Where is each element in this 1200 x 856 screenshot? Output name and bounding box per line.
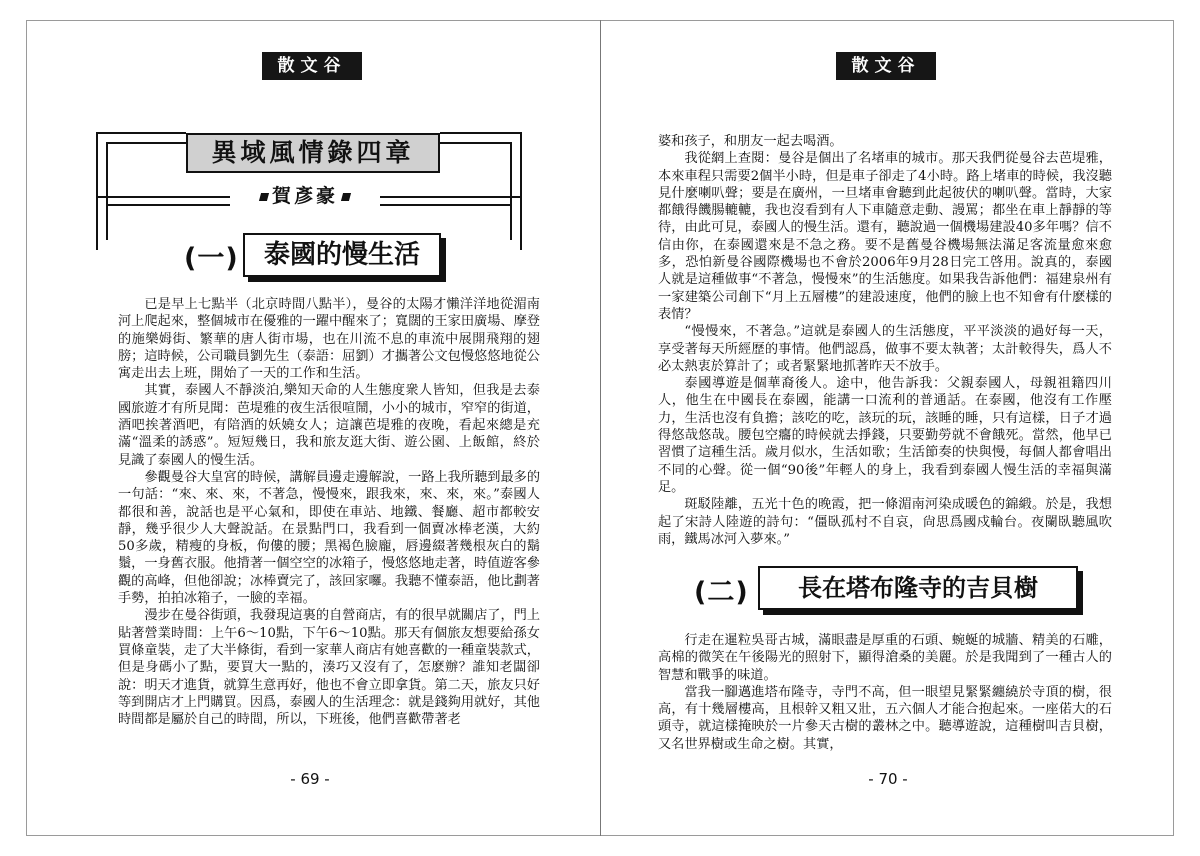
left-page-number: - 69 - xyxy=(290,770,330,788)
section2-number: (二) xyxy=(694,577,749,608)
left-body-text xyxy=(118,296,540,728)
title-frame-top-outer xyxy=(96,132,186,134)
left-section-tag: 散文谷 xyxy=(262,52,362,80)
right-body-text-top xyxy=(658,133,1112,548)
paragraph: “慢慢來，不著急。”這就是泰國人的生活態度，平平淡淡的過好每一天，享受著每天所經歷的事情。他們認爲，做事不要太執著；太計較得失，爲人不必太熱衷於算計了；或者緊緊地抓著昨天不放手。 xyxy=(658,324,1112,374)
paragraph: 當我一腳邁進塔布隆寺，寺門不高，但一眼望見緊緊纏繞於寺頂的樹，很高，有十幾層樓高，且根幹又粗又壯，五六個人才能合抱起來。一座偌大的石頭寺，就這樣掩映於一片參天古樹的叢林之中。聽導遊說，這種樹叫吉貝樹，又名世界樹或生命之樹。其實， xyxy=(658,684,1112,752)
paragraph: 婆和孩子，和朋友一起去喝酒。 xyxy=(658,134,843,149)
article-title: 異域風情錄四章 xyxy=(186,133,440,173)
title-frame-right-inner xyxy=(510,142,512,240)
paragraph: 漫步在曼谷街頭，我發現這裏的自營商店，有的很早就關店了，門上貼著營業時間：上午6～10點，下午6～10點。那天有個旅友想要給孫女買條童裝，走了大半條街，看到一家華人商店有她喜歡的一種童裝款式，但是身碼小了點，要買大一點的，湊巧又沒有了，怎麽辦？誰知老闆卻說：明天才進貨，就算生意再好，他也不會立即拿貨。第二天，旅友只好等到開店才上門購買。因爲，泰國人的生活理念：就是錢夠用就好，其他時間都是屬於自己的時間，所以，下班後，他們喜歡帶著老 xyxy=(118,608,541,728)
paragraph: 泰國導遊是個華裔後人。途中，他告訴我：父親泰國人，母親祖籍四川人，他生在中國長在泰國，能講一口流利的普通話。在泰國，他沒有工作壓力，生活也沒有負擔；該吃的吃，該玩的玩，該睡的睡，只有這樣，日子才過得悠哉悠哉。腰包空癟的時候就去掙錢，只要勤勞就不會餓死。當然，他早已習慣了這種生活。歲月似水，生活如歌；生活節奏的快與慢，每個人都會唱出不同的心聲。從一個“90後”年輕人的身上，我看到泰國人慢生活的幸福與滿足。 xyxy=(658,376,1112,495)
paragraph: 其實，泰國人不靜淡泊,樂知天命的人生態度衆人皆知，但我是去泰國旅遊才有所見聞：芭堤雅的夜生活很喧鬧，小小的城市，窄窄的街道，酒吧挨著酒吧，有陪酒的妖嬈女人；這讓芭堤雅的夜晚，看起來總是充滿“溫柔的誘惑”。短短幾日，我和旅友逛大街、遊公園、上飯館，終於見識了泰國人的慢生活。 xyxy=(118,383,540,468)
author-bullet-right xyxy=(341,193,351,201)
paragraph: 參觀曼谷大皇宮的時候，講解員邊走邊解說，一路上我所聽到最多的一句話：“來、來、來，不著急，慢慢來，跟我來，來、來，來。”泰國人都很和善，說話也是平心氣和，即使在車站、地鐵、餐廳、超市都較安靜，幾乎很少人大聲說話。在景點門口，我看到一個賣冰棒老漢，大約50多歲，精瘦的身板，佝僂的腰；黑褐色臉龐，唇邊綴著幾根灰白的鬍鬚，一身舊衣服。他揹著一個空空的冰箱子，慢悠悠地走著，時值遊客參觀的高峰，但他卻說；冰棒賣完了，該回家囉。我聽不懂泰語，他比劃著手勢，拍拍冰箱子，一臉的幸福。 xyxy=(118,469,541,607)
title-frame-top-right-outer xyxy=(440,132,522,134)
title-frame-left-outer xyxy=(96,132,98,250)
title-frame-top-right-inner xyxy=(440,142,512,144)
title-frame-right-outer xyxy=(520,132,522,250)
book-gutter xyxy=(600,20,601,836)
right-body-text-bottom xyxy=(658,632,1112,753)
section2-title: 長在塔布隆寺的吉貝樹 xyxy=(758,566,1078,610)
title-frame-left-inner xyxy=(106,142,108,240)
author-line xyxy=(230,180,380,212)
right-page-number: - 70 - xyxy=(868,770,908,788)
author-bullet-left xyxy=(259,193,269,201)
title-frame-top-inner xyxy=(106,142,186,144)
paragraph: 已是早上七點半（北京時間八點半），曼谷的太陽才懶洋洋地從湄南河上爬起來，整個城市在優雅的一躍中醒來了；寬闊的王家田廣場、摩登的施樂姆街、繁華的唐人街市場，也在川流不息的車流中展開飛翔的翅膀；這時候，公司職員劉先生（泰語：屈劉）才攜著公文包慢悠悠地從公寓走出去上班，開始了一天的工作和生活。 xyxy=(118,297,540,382)
author-name: 賀彥豪 xyxy=(271,185,338,207)
paragraph: 我從網上查閱：曼谷是個出了名堵車的城市。那天我們從曼谷去芭堤雅，本來車程只需要2個半小時，但是車子卻走了4小時。路上堵車的時候，我沒聽見什麼喇叭聲；要是在廣州，一旦堵車會聽到此起彼伏的喇叭聲。當時，大家都餓得饑腸轆轆，我也沒看到有人下車隨意走動、謾罵；都坐在車上靜靜的等待，由此可見，泰國人的慢生活。還有，聽說過一個機場建設40多年嗎？信不信由你，在泰國還來是不急之務。要不是舊曼谷機場無法滿足客流量愈來愈多，恐怕新曼谷國際機場也不會於2006年9月28日完工啓用。說真的，泰國人就是這種做事“不著急，慢慢來”的生活態度。如果我告訴他們：福建泉州有一家建築公司創下“月上五層樓”的建設速度，他們的臉上也不知會有什麽樣的表情？ xyxy=(658,151,1112,322)
section1-title: 泰國的慢生活 xyxy=(243,233,441,277)
paragraph: 斑駁陸離，五光十色的晚霞，把一條湄南河染成暖色的錦緞。於是，我想起了宋詩人陸遊的詩句：“僵臥孤村不自哀，尙思爲國戍輪台。夜闌臥聽風吹雨，鐵馬冰河入夢來。” xyxy=(658,497,1112,547)
right-section-tag: 散文谷 xyxy=(836,52,936,80)
paragraph: 行走在暹粒吳哥古城，滿眼盡是厚重的石頭、蜿蜒的城牆、精美的石雕，高棉的微笑在午後陽光的照射下，顯得滄桑的美麗。於是我聞到了一種古人的智慧和戰爭的味道。 xyxy=(658,633,1112,683)
section1-number: (一) xyxy=(184,243,239,274)
